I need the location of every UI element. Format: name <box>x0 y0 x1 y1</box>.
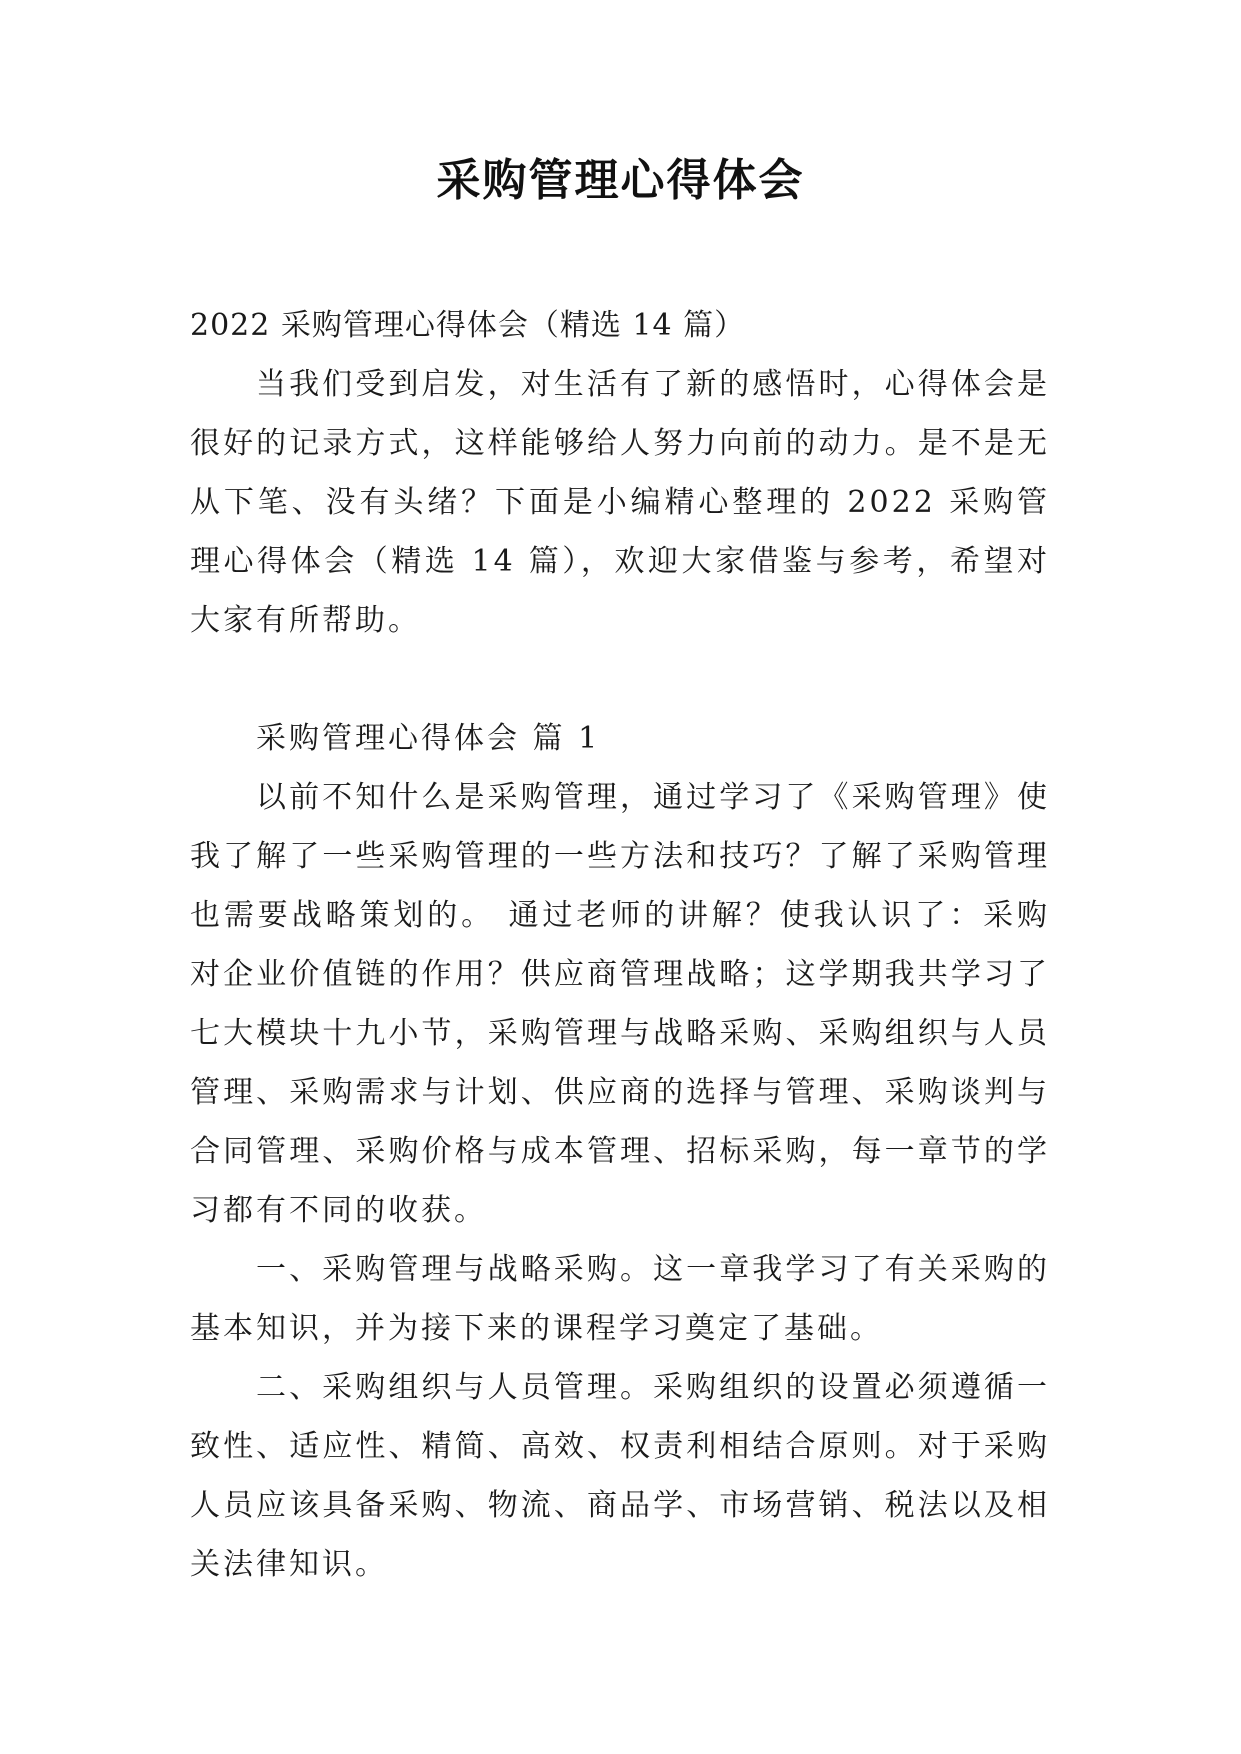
document-body <box>190 296 1050 1594</box>
document-subtitle: 2022 采购管理心得体会（精选 14 篇） <box>190 308 746 343</box>
body-paragraph: 二、采购组织与人员管理。采购组织的设置必须遵循一致性、适应性、精简、高效、权责利相结合原则。对于采购人员应该具备采购、物流、商品学、市场营销、税法以及相关法律知识。 <box>190 1370 1050 1582</box>
body-paragraph: 以前不知什么是采购管理，通过学习了《采购管理》使我了解了一些采购管理的一些方法和技巧？了解了采购管理也需要战略策划的。 通过老师的讲解？使我认识了：采购对企业价值链的作用？供应商管理战略；这学期我共学习了七大模块十九小节，采购管理与战略采购、采购组织与人员管理、采购需求与计划、供应商的选择与管理、采购谈判与合同管理、采购价格与成本管理、招标采购，每一章节的学习都有不同的收获。 <box>190 780 1050 1228</box>
section-heading: 采购管理心得体会 篇 1 <box>256 721 601 756</box>
body-paragraph: 一、采购管理与战略采购。这一章我学习了有关采购的基本知识，并为接下来的课程学习奠定了基础。 <box>190 1252 1050 1346</box>
document-title: 采购管理心得体会 <box>436 155 805 206</box>
intro-paragraph: 当我们受到启发，对生活有了新的感悟时，心得体会是很好的记录方式，这样能够给人努力向前的动力。是不是无从下笔、没有头绪？下面是小编精心整理的 2022 采购管理心得体会（精选 14 篇），欢迎大家借鉴与参考，希望对大家有所帮助。 <box>190 367 1050 638</box>
